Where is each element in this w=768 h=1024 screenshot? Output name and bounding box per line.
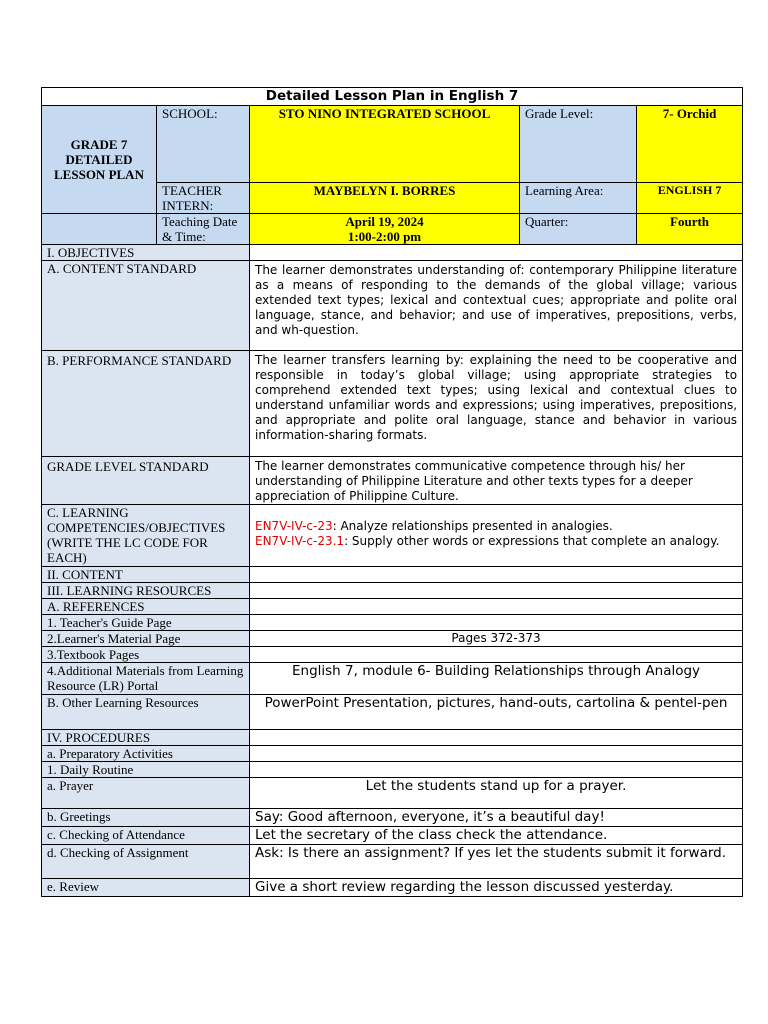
content-standard-text: The learner demonstrates understanding of: contemporary Philippine literature as a means of responding to the demands of the global village; various extended text types; lexical and contextual cues; appropriate and polite oral language, stance, and behavior; and use of imperatives, prepositions, verbs, and wh-question. (250, 261, 743, 351)
school-value: STO NINO INTEGRATED SCHOOL (250, 106, 520, 183)
preparatory-label: a. Preparatory Activities (42, 746, 250, 762)
date-value (250, 214, 520, 245)
other-resources-label: B. Other Learning Resources (42, 695, 250, 730)
attendance-label: c. Checking of Attendance (42, 827, 250, 845)
grade-level-standard-label: GRADE LEVEL STANDARD (42, 457, 250, 505)
additional-materials-label: 4.Additional Materials from Learning Resource (LR) Portal (42, 663, 250, 695)
textbook-label: 3.Textbook Pages (42, 647, 250, 663)
greetings-label: b. Greetings (42, 809, 250, 827)
grade-level-standard-text: The learner demonstrates communicative competence through his/ her understanding of Philippine Literature and other texts types for a deeper appreciation of Philippine Culture. (250, 457, 743, 505)
review-label: e. Review (42, 879, 250, 897)
content-standard-label: A. CONTENT STANDARD (42, 261, 250, 351)
lc-text: : Supply other words or expressions that complete an analogy. (344, 534, 720, 548)
empty-cell (250, 746, 743, 762)
competencies-list (250, 505, 743, 567)
learners-material-value: Pages 372-373 (250, 631, 743, 647)
quarter-label: Quarter: (520, 214, 637, 245)
content-heading: II. CONTENT (42, 567, 250, 583)
assignment-label: d. Checking of Assignment (42, 845, 250, 879)
assignment-value: Ask: Is there an assignment? If yes let the students submit it forward. (250, 845, 743, 879)
objectives-heading: I. OBJECTIVES (42, 245, 250, 261)
competency-item (255, 534, 737, 549)
document-title: Detailed Lesson Plan in English 7 (42, 88, 743, 106)
empty-cell (250, 762, 743, 778)
procedures-heading: IV. PROCEDURES (42, 730, 250, 746)
empty-cell (250, 245, 743, 261)
quarter-value: Fourth (637, 214, 743, 245)
resources-heading: III. LEARNING RESOURCES (42, 583, 250, 599)
empty-cell (250, 599, 743, 615)
school-label: SCHOOL: (157, 106, 250, 183)
empty-cell (250, 615, 743, 631)
date-label: Teaching Date & Time: (157, 214, 250, 245)
greetings-value: Say: Good afternoon, everyone, it’s a beautiful day! (250, 809, 743, 827)
learning-area-value: ENGLISH 7 (637, 183, 743, 214)
teacher-value: MAYBELYN I. BORRES (250, 183, 520, 214)
performance-standard-text: The learner transfers learning by: explaining the need to be cooperative and responsible in today’s global village; using appropriate strategies to comprehend extended text types; using lexical and contextual clues to understand unfamiliar words and expressions; using imperatives, prepositions, and appropriate and polite oral language, stance and behavior in various information-sharing formats. (250, 351, 743, 457)
teacher-label: TEACHER INTERN: (157, 183, 250, 214)
other-resources-value: PowerPoint Presentation, pictures, hand-outs, cartolina & pentel-pen (250, 695, 743, 730)
grade-level-label: Grade Level: (520, 106, 637, 183)
lc-text: : Analyze relationships presented in analogies. (332, 519, 613, 533)
lc-code: EN7V-IV-c-23 (255, 519, 333, 533)
review-value: Give a short review regarding the lesson discussed yesterday. (250, 879, 743, 897)
competency-item (255, 519, 737, 534)
learners-material-label: 2.Learner's Material Page (42, 631, 250, 647)
attendance-value: Let the secretary of the class check the attendance. (250, 827, 743, 845)
additional-materials-value: English 7, module 6- Building Relationships through Analogy (250, 663, 743, 695)
grade-block: GRADE 7 DETAILED LESSON PLAN (42, 106, 157, 214)
empty-cell (250, 730, 743, 746)
time-text: 1:00-2:00 pm (347, 229, 422, 244)
date-text: April 19, 2024 (345, 214, 424, 229)
daily-routine-label: 1. Daily Routine (42, 762, 250, 778)
blank-cell (42, 214, 157, 245)
empty-cell (250, 567, 743, 583)
prayer-label: a. Prayer (42, 778, 250, 809)
prayer-value: Let the students stand up for a prayer. (250, 778, 743, 809)
lc-code: EN7V-IV-c-23.1 (255, 534, 345, 548)
performance-standard-label: B. PERFORMANCE STANDARD (42, 351, 250, 457)
lesson-plan-table (41, 87, 743, 897)
references-heading: A. REFERENCES (42, 599, 250, 615)
competencies-label: C. LEARNING COMPETENCIES/OBJECTIVES (WRITE THE LC CODE FOR EACH) (42, 505, 250, 567)
empty-cell (250, 583, 743, 599)
learning-area-label: Learning Area: (520, 183, 637, 214)
grade-level-value: 7- Orchid (637, 106, 743, 183)
empty-cell (250, 647, 743, 663)
teachers-guide-label: 1. Teacher's Guide Page (42, 615, 250, 631)
